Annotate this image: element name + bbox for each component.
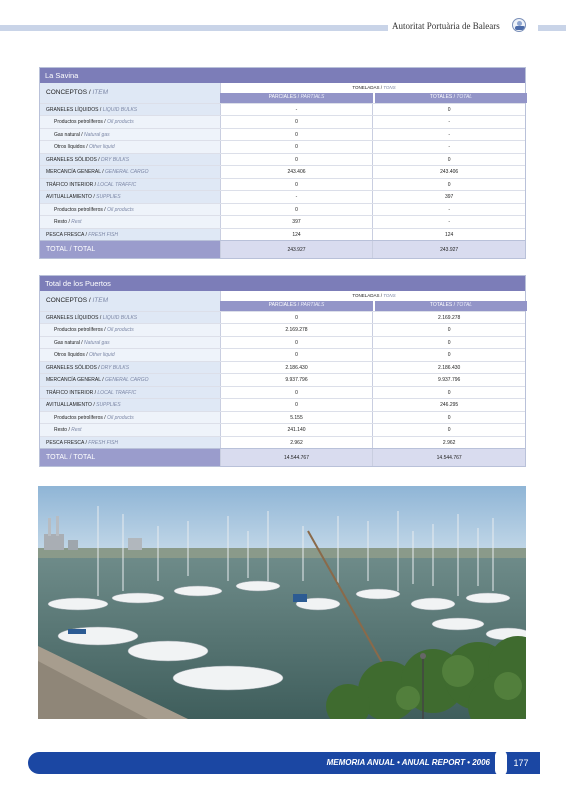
partial-label-en: PARTIALS: [300, 94, 325, 100]
row-concept: GRANELES LÍQUIDOS / LIQUID BULKS: [40, 104, 220, 116]
table-title: La Savina: [40, 68, 525, 83]
tonnes-header: TONELADAS / TONS: [220, 83, 527, 93]
table-row: [40, 386, 525, 399]
total-es: TOTAL: [46, 454, 68, 461]
table-total-row: [40, 448, 525, 466]
concept-header: CONCEPTOS / ITEM: [40, 83, 220, 103]
footer-divider: [495, 750, 507, 776]
table-row: [40, 178, 525, 191]
row-total-value: 0: [372, 424, 525, 436]
row-concept-en: Oil products: [107, 119, 134, 125]
row-concept-en: Natural gas: [84, 131, 110, 138]
total-label: TOTALES: [429, 302, 453, 308]
row-concept-es: TRÁFICO INTERIOR: [46, 181, 94, 188]
row-concept-en: Natural gas: [84, 339, 110, 346]
row-concept-en: LIQUID BULKS: [102, 314, 138, 321]
row-concept-es: AVITUALLAMIENTO: [46, 194, 92, 200]
row-concept-es: Productos petrolíferos: [54, 119, 103, 125]
total-column-header: TOTALES / TOTAL: [374, 301, 527, 311]
row-concept-es: MERCANCÍA GENERAL: [46, 377, 101, 383]
concept-header: CONCEPTOS / ITEM: [40, 291, 220, 311]
row-total-value: 0: [372, 412, 525, 424]
row-partial-value: 2.169.278: [220, 324, 373, 336]
port-authority-emblem-icon: [512, 18, 526, 32]
row-total-value: 243.406: [372, 166, 525, 178]
row-concept-en: GENERAL CARGO: [105, 169, 149, 175]
partial-label-en: PARTIALS: [300, 302, 325, 308]
table-row: [40, 361, 525, 374]
row-concept: GRANELES SÓLIDOS / DRY BULKS: [40, 154, 220, 166]
total-column-header: TOTALES / TOTAL: [374, 93, 527, 103]
table-row: [40, 203, 525, 216]
total-total-value: 14.544.767: [372, 449, 525, 466]
row-partial-value: 2.962: [220, 437, 373, 449]
row-concept: Otros líquidos / Other liquid: [40, 349, 220, 361]
table-row: [40, 336, 525, 349]
row-partial-value: 0: [220, 399, 373, 411]
row-concept-en: LOCAL TRAFFIC: [97, 389, 137, 396]
footer-report-title: MEMORIA ANUAL • ANUAL REPORT • 2006: [326, 758, 490, 767]
row-partial-value: 0: [220, 349, 373, 361]
row-total-value: -: [372, 129, 525, 141]
row-concept: Resto / Rest: [40, 216, 220, 228]
row-concept: TRÁFICO INTERIOR / LOCAL TRAFFIC: [40, 179, 220, 191]
row-concept-es: MERCANCÍA GENERAL: [46, 169, 101, 175]
concept-label: CONCEPTOS: [46, 297, 88, 304]
row-partial-value: 0: [220, 141, 373, 153]
row-partial-value: 124: [220, 229, 373, 241]
tonnage-table: [39, 67, 526, 259]
row-total-value: -: [372, 216, 525, 228]
total-partial-value: 243.927: [220, 241, 373, 258]
row-concept-en: SUPPLIES: [96, 402, 121, 408]
row-concept-es: GRANELES SÓLIDOS: [46, 156, 97, 163]
row-total-value: 0: [372, 387, 525, 399]
total-en: TOTAL: [73, 246, 96, 253]
row-total-value: 246.295: [372, 399, 525, 411]
row-total-value: 0: [372, 154, 525, 166]
row-concept: PESCA FRESCA / FRESH FISH: [40, 229, 220, 241]
partial-label: PARCIALES: [268, 302, 297, 308]
row-concept-en: SUPPLIES: [96, 194, 121, 200]
row-concept: Resto / Rest: [40, 424, 220, 436]
row-concept-en: Other liquid: [89, 352, 115, 358]
row-concept-es: Productos petrolíferos: [54, 414, 103, 421]
row-concept-en: Oil products: [107, 327, 134, 333]
row-concept-en: FRESH FISH: [88, 231, 118, 238]
total-en: TOTAL: [73, 454, 96, 461]
table-row: [40, 215, 525, 228]
table-row: [40, 436, 525, 449]
row-total-value: 397: [372, 191, 525, 203]
row-concept-es: Productos petrolíferos: [54, 206, 103, 213]
tonnes-label-en: TONS: [383, 85, 396, 90]
row-concept-en: Rest: [71, 427, 82, 433]
table-row: [40, 373, 525, 386]
row-concept-en: DRY BULKS: [101, 156, 130, 163]
total-label-en: TOTAL: [456, 302, 473, 308]
row-concept: Productos petrolíferos / Oil products: [40, 324, 220, 336]
row-concept: PESCA FRESCA / FRESH FISH: [40, 437, 220, 449]
total-label: TOTALES: [429, 94, 453, 100]
row-total-value: 0: [372, 349, 525, 361]
row-concept-en: Oil products: [107, 206, 134, 213]
row-concept: Productos petrolíferos / Oil products: [40, 116, 220, 128]
tonnes-header: TONELADAS / TONS: [220, 291, 527, 301]
partial-label: PARCIALES: [268, 94, 297, 100]
table-row: [40, 165, 525, 178]
row-partial-value: 0: [220, 312, 373, 324]
row-concept-es: Productos petrolíferos: [54, 327, 103, 333]
row-partial-value: 9.937.796: [220, 374, 373, 386]
table-row: [40, 140, 525, 153]
total-label-en: TOTAL: [456, 94, 473, 100]
tonnage-table: [39, 275, 526, 467]
total-partial-value: 14.544.767: [220, 449, 373, 466]
row-total-value: 124: [372, 229, 525, 241]
row-partial-value: 397: [220, 216, 373, 228]
concept-label-en: ITEM: [92, 297, 109, 304]
row-partial-value: 0: [220, 387, 373, 399]
partial-column-header: PARCIALES / PARTIALS: [220, 301, 373, 311]
row-concept: GRANELES LÍQUIDOS / LIQUID BULKS: [40, 312, 220, 324]
row-concept: MERCANCÍA GENERAL / GENERAL CARGO: [40, 374, 220, 386]
row-concept-en: DRY BULKS: [101, 364, 130, 371]
table-header: [40, 291, 525, 311]
row-partial-value: -: [220, 191, 373, 203]
table-header: [40, 83, 525, 103]
table-title: Total de los Puertos: [40, 276, 525, 291]
row-concept: Gas natural / Natural gas: [40, 337, 220, 349]
row-concept-es: GRANELES SÓLIDOS: [46, 364, 97, 371]
row-concept-es: PESCA FRESCA: [46, 439, 85, 446]
row-concept: Productos petrolíferos / Oil products: [40, 412, 220, 424]
table-row: [40, 190, 525, 203]
row-total-value: 0: [372, 337, 525, 349]
tonnes-label: TONELADAS: [352, 293, 380, 298]
row-partial-value: -: [220, 104, 373, 116]
row-total-value: -: [372, 116, 525, 128]
row-concept-es: AVITUALLAMIENTO: [46, 402, 92, 408]
row-partial-value: 2.186.430: [220, 362, 373, 374]
row-partial-value: 0: [220, 179, 373, 191]
tonnes-label: TONELADAS: [352, 85, 380, 90]
row-concept: AVITUALLAMIENTO / SUPPLIES: [40, 399, 220, 411]
total-concept: TOTAL / TOTAL: [40, 241, 220, 258]
table-total-row: [40, 240, 525, 258]
row-concept-es: Otros líquidos: [54, 144, 85, 150]
row-partial-value: 5.155: [220, 412, 373, 424]
header-title: Autoritat Portuària de Balears: [392, 21, 500, 31]
row-total-value: 0: [372, 179, 525, 191]
row-concept-en: GENERAL CARGO: [105, 377, 149, 383]
row-partial-value: 0: [220, 154, 373, 166]
row-concept-es: Resto: [54, 427, 68, 433]
page-number: 177: [513, 758, 529, 768]
table-row: [40, 228, 525, 241]
row-concept-es: PESCA FRESCA: [46, 231, 85, 238]
row-concept-en: LOCAL TRAFFIC: [97, 181, 137, 188]
row-total-value: -: [372, 141, 525, 153]
row-partial-value: 243.406: [220, 166, 373, 178]
tonnes-label-en: TONS: [383, 293, 396, 298]
table-row: [40, 115, 525, 128]
row-concept: GRANELES SÓLIDOS / DRY BULKS: [40, 362, 220, 374]
table-row: [40, 311, 525, 324]
row-concept-en: LIQUID BULKS: [102, 106, 138, 113]
row-concept-es: Gas natural: [54, 339, 80, 346]
row-partial-value: 0: [220, 129, 373, 141]
row-partial-value: 0: [220, 204, 373, 216]
table-row: [40, 128, 525, 141]
row-partial-value: 0: [220, 337, 373, 349]
partial-column-header: PARCIALES / PARTIALS: [220, 93, 373, 103]
row-concept-es: Resto: [54, 219, 68, 225]
row-concept-es: GRANELES LÍQUIDOS: [46, 106, 99, 113]
row-partial-value: 241.140: [220, 424, 373, 436]
row-concept: MERCANCÍA GENERAL / GENERAL CARGO: [40, 166, 220, 178]
table-row: [40, 348, 525, 361]
row-total-value: 0: [372, 324, 525, 336]
row-concept: Otros líquidos / Other liquid: [40, 141, 220, 153]
table-row: [40, 411, 525, 424]
table-row: [40, 323, 525, 336]
row-total-value: 2.169.278: [372, 312, 525, 324]
row-total-value: 2.962: [372, 437, 525, 449]
row-concept-en: Oil products: [107, 414, 134, 421]
row-concept-es: TRÁFICO INTERIOR: [46, 389, 94, 396]
table-row: [40, 103, 525, 116]
row-concept-es: GRANELES LÍQUIDOS: [46, 314, 99, 321]
total-es: TOTAL: [46, 246, 68, 253]
row-concept-en: Other liquid: [89, 144, 115, 150]
table-row: [40, 153, 525, 166]
row-concept: Productos petrolíferos / Oil products: [40, 204, 220, 216]
row-concept: AVITUALLAMIENTO / SUPPLIES: [40, 191, 220, 203]
concept-label: CONCEPTOS: [46, 89, 88, 96]
row-total-value: 9.937.796: [372, 374, 525, 386]
row-total-value: 0: [372, 104, 525, 116]
table-row: [40, 398, 525, 411]
row-concept-es: Otros líquidos: [54, 352, 85, 358]
row-concept: TRÁFICO INTERIOR / LOCAL TRAFFIC: [40, 387, 220, 399]
row-concept-en: FRESH FISH: [88, 439, 118, 446]
concept-label-en: ITEM: [92, 89, 109, 96]
row-total-value: 2.186.430: [372, 362, 525, 374]
row-concept-en: Rest: [71, 219, 82, 225]
total-concept: TOTAL / TOTAL: [40, 449, 220, 466]
marina-photo: [38, 486, 526, 719]
table-row: [40, 423, 525, 436]
row-concept-es: Gas natural: [54, 131, 80, 138]
row-total-value: -: [372, 204, 525, 216]
total-total-value: 243.927: [372, 241, 525, 258]
row-partial-value: 0: [220, 116, 373, 128]
row-concept: Gas natural / Natural gas: [40, 129, 220, 141]
